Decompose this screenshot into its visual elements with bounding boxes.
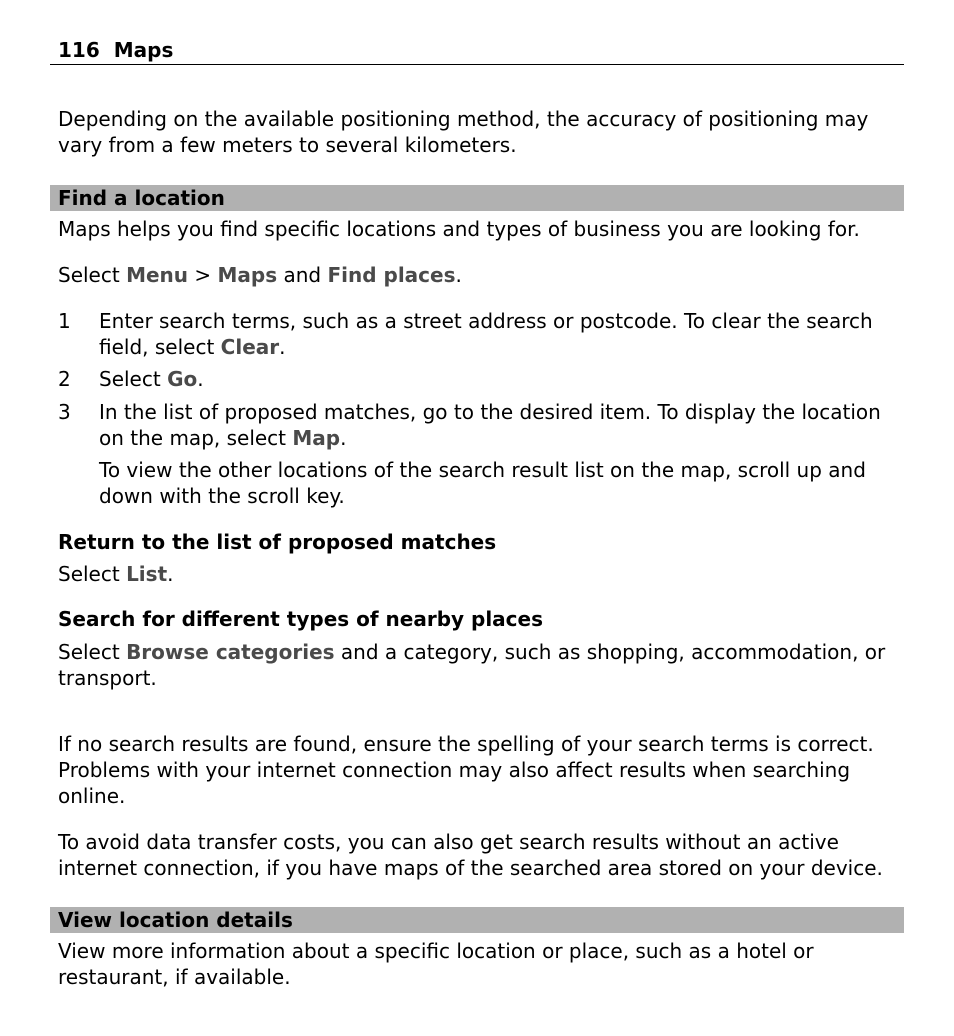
menu-ui-label: Menu bbox=[126, 263, 189, 287]
find-description: Maps helps you find specific locations and types of business you are looking for. bbox=[58, 217, 860, 241]
period: . bbox=[455, 263, 462, 287]
browse-categories-ui-label: Browse categories bbox=[126, 640, 335, 664]
step-3-post: . bbox=[340, 426, 347, 450]
page-number: 116 bbox=[58, 38, 100, 62]
subheading-return-list: Return to the list of proposed matches bbox=[58, 530, 497, 554]
return-post: . bbox=[167, 562, 174, 586]
section-heading-location-details: View location details bbox=[50, 907, 904, 933]
step-number-1: 1 bbox=[58, 309, 71, 333]
step-1-text bbox=[99, 308, 904, 360]
details-description: View more information about a specific location or place, such as a hotel or restaurant, if available. bbox=[58, 939, 814, 989]
return-instruction bbox=[58, 561, 904, 587]
go-ui-label: Go bbox=[167, 367, 198, 391]
find-places-ui-label: Find places bbox=[327, 263, 456, 287]
step-number-2: 2 bbox=[58, 367, 71, 391]
step-number-3: 3 bbox=[58, 400, 71, 424]
page-header bbox=[50, 36, 904, 65]
step-3-extra: To view the other locations of the search result list on the map, scroll up and down with the scroll key. bbox=[99, 458, 866, 508]
and-text: and bbox=[277, 263, 328, 287]
maps-ui-label: Maps bbox=[217, 263, 278, 287]
step-1-pre: Enter search terms, such as a street address or postcode. To clear the search field, select bbox=[99, 309, 873, 359]
menu-arrow: > bbox=[188, 263, 218, 287]
nearby-pre: Select bbox=[58, 640, 127, 664]
clear-ui-label: Clear bbox=[220, 335, 280, 359]
section-heading-find-location: Find a location bbox=[50, 185, 904, 211]
step-2-pre: Select bbox=[99, 367, 168, 391]
intro-paragraph: Depending on the available positioning method, the accuracy of positioning may vary from a few meters to several kilometers. bbox=[58, 107, 869, 157]
step-3-pre: In the list of proposed matches, go to the desired item. To display the location on the map, select bbox=[99, 400, 881, 450]
step-1-post: . bbox=[279, 335, 286, 359]
chapter-title: Maps bbox=[113, 38, 174, 62]
list-ui-label: List bbox=[126, 562, 168, 586]
select-prefix: Select bbox=[58, 263, 127, 287]
return-pre: Select bbox=[58, 562, 127, 586]
no-results-paragraph: If no search results are found, ensure the spelling of your search terms is correct. Problems with your internet connection may also affect results when searching online. bbox=[58, 732, 874, 808]
find-select-instruction bbox=[58, 262, 904, 288]
subheading-nearby-places: Search for different types of nearby places bbox=[58, 607, 543, 631]
step-3-text bbox=[99, 399, 904, 451]
step-2-text bbox=[99, 366, 904, 392]
map-ui-label: Map bbox=[292, 426, 341, 450]
offline-paragraph: To avoid data transfer costs, you can also get search results without an active internet connection, if you have maps of the searched area stored on your device. bbox=[58, 830, 883, 880]
nearby-instruction bbox=[58, 639, 904, 691]
step-2-post: . bbox=[197, 367, 204, 391]
nearby-post: and a category, such as shopping, accommodation, or transport. bbox=[58, 640, 886, 690]
